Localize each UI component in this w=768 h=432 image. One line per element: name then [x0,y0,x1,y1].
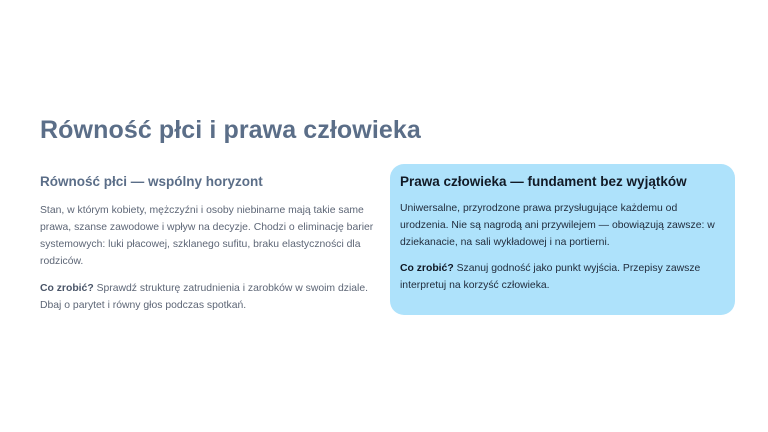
gender-equality-description: Stan, w którym kobiety, mężczyźni i osoby niebinarne mają takie same prawa, szanse zawodowe i wpływ na decyzje. Chodzi o eliminację barier systemowych: luki płacowej, szklanego sufitu, braku elastyczności dla rodziców. [40,205,374,267]
human-rights-action-label: Co zrobić? [400,263,454,274]
gender-equality-action-label: Co zrobić? [40,283,94,294]
slide-title: Równość płci i prawa człowieka [40,116,421,144]
human-rights-card [390,164,735,315]
human-rights-heading: Prawa człowieka — fundament bez wyjątków [400,174,687,189]
human-rights-description: Uniwersalne, przyrodzone prawa przysługujące każdemu od urodzenia. Nie są nagrodą ani przywilejem — obowiązują zawsze: w dziekanacie, na sali wykładowej i na portierni. [400,203,715,248]
human-rights-action-text: Szanuj godność jako punkt wyjścia. Przepisy zawsze interpretuj na korzyść człowieka. [400,263,701,291]
gender-equality-section [40,174,375,324]
human-rights-action [400,260,725,294]
gender-equality-heading: Równość płci — wspólny horyzont [40,174,263,189]
gender-equality-action-text: Sprawdź strukturę zatrudnienia i zarobków w swoim dziale. Dbaj o parytet i równy głos podczas spotkań. [40,283,368,311]
gender-equality-action [40,280,375,314]
